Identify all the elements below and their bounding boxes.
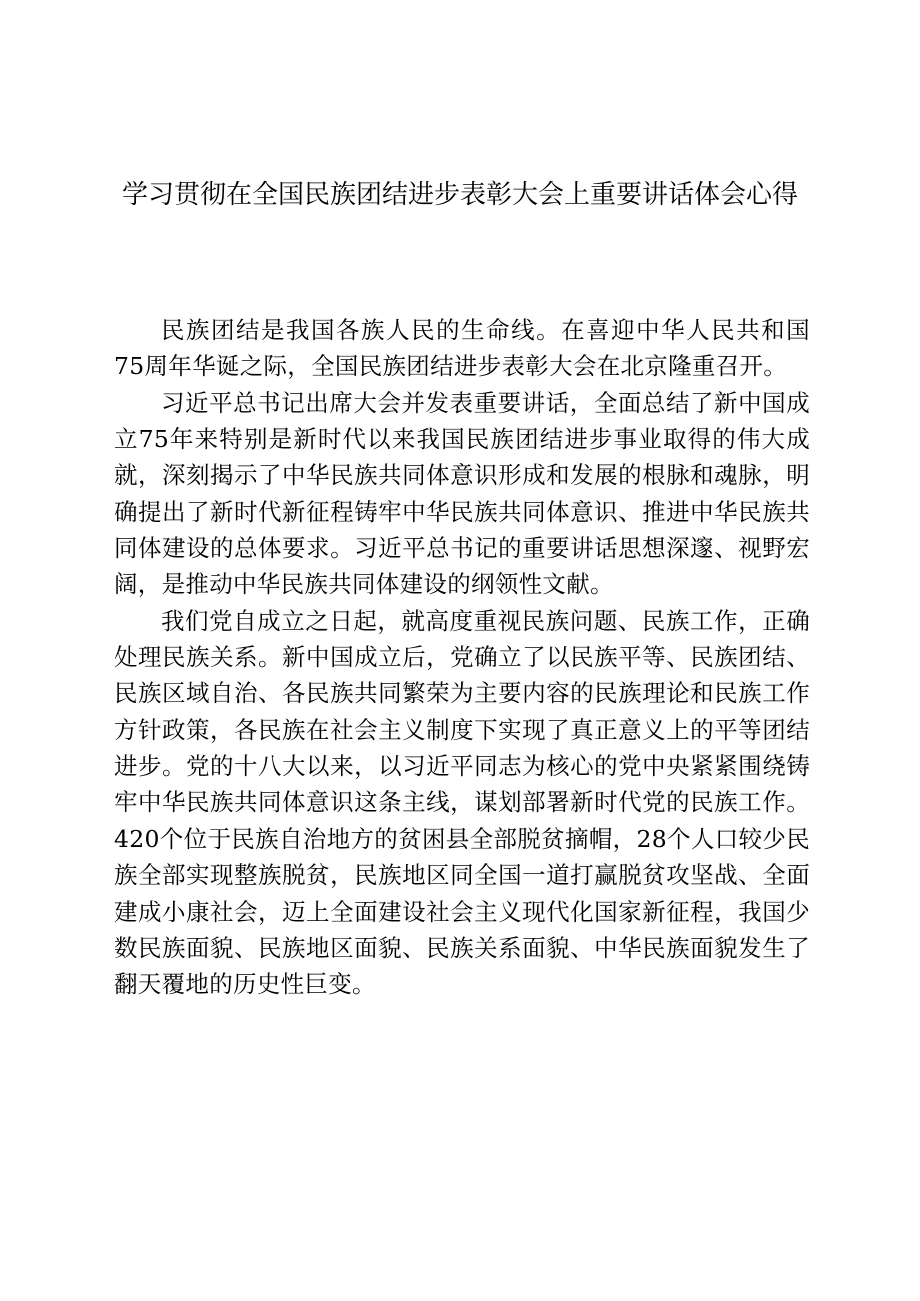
document-title: 学习贯彻在全国民族团结进步表彰大会上重要讲话体会心得 bbox=[121, 180, 798, 210]
paragraph: 我们党自成立之日起，就高度重视民族问题、民族工作，正确处理民族关系。新中国成立后，党确立了以民族平等、民族团结、民族区域自治、各民族共同繁荣为主要内容的民族理论和民族工作方针政策，各民族在社会主义制度下实现了真正意义上的平等团结进步。党的十八大以来，以习近平同志为核心的党中央紧紧围绕铸牢中华民族共同体意识这条主线，谋划部署新时代党的民族工作。420个位于民族自治地方的贫困县全部脱贫摘帽，28个人口较少民族全部实现整族脱贫，民族地区同全国一道打赢脱贫攻坚战、全面建成小康社会，迈上全面建设社会主义现代化国家新征程，我国少数民族面貌、民族地区面貌、民族关系面貌、中华民族面貌发生了翻天覆地的历史性巨变。 bbox=[114, 606, 810, 999]
document-body bbox=[114, 312, 810, 1003]
paragraph: 习近平总书记出席大会并发表重要讲话，全面总结了新中国成立75年来特别是新时代以来我国民族团结进步事业取得的伟大成就，深刻揭示了中华民族共同体意识形成和发展的根脉和魂脉，明确提出了新时代新征程铸牢中华民族共同体意识、推进中华民族共同体建设的总体要求。习近平总书记的重要讲话思想深邃、视野宏阔，是推动中华民族共同体建设的纲领性文献。 bbox=[114, 388, 810, 599]
paragraph: 民族团结是我国各族人民的生命线。在喜迎中华人民共和国75周年华诞之际，全国民族团结进步表彰大会在北京隆重召开。 bbox=[114, 316, 810, 381]
